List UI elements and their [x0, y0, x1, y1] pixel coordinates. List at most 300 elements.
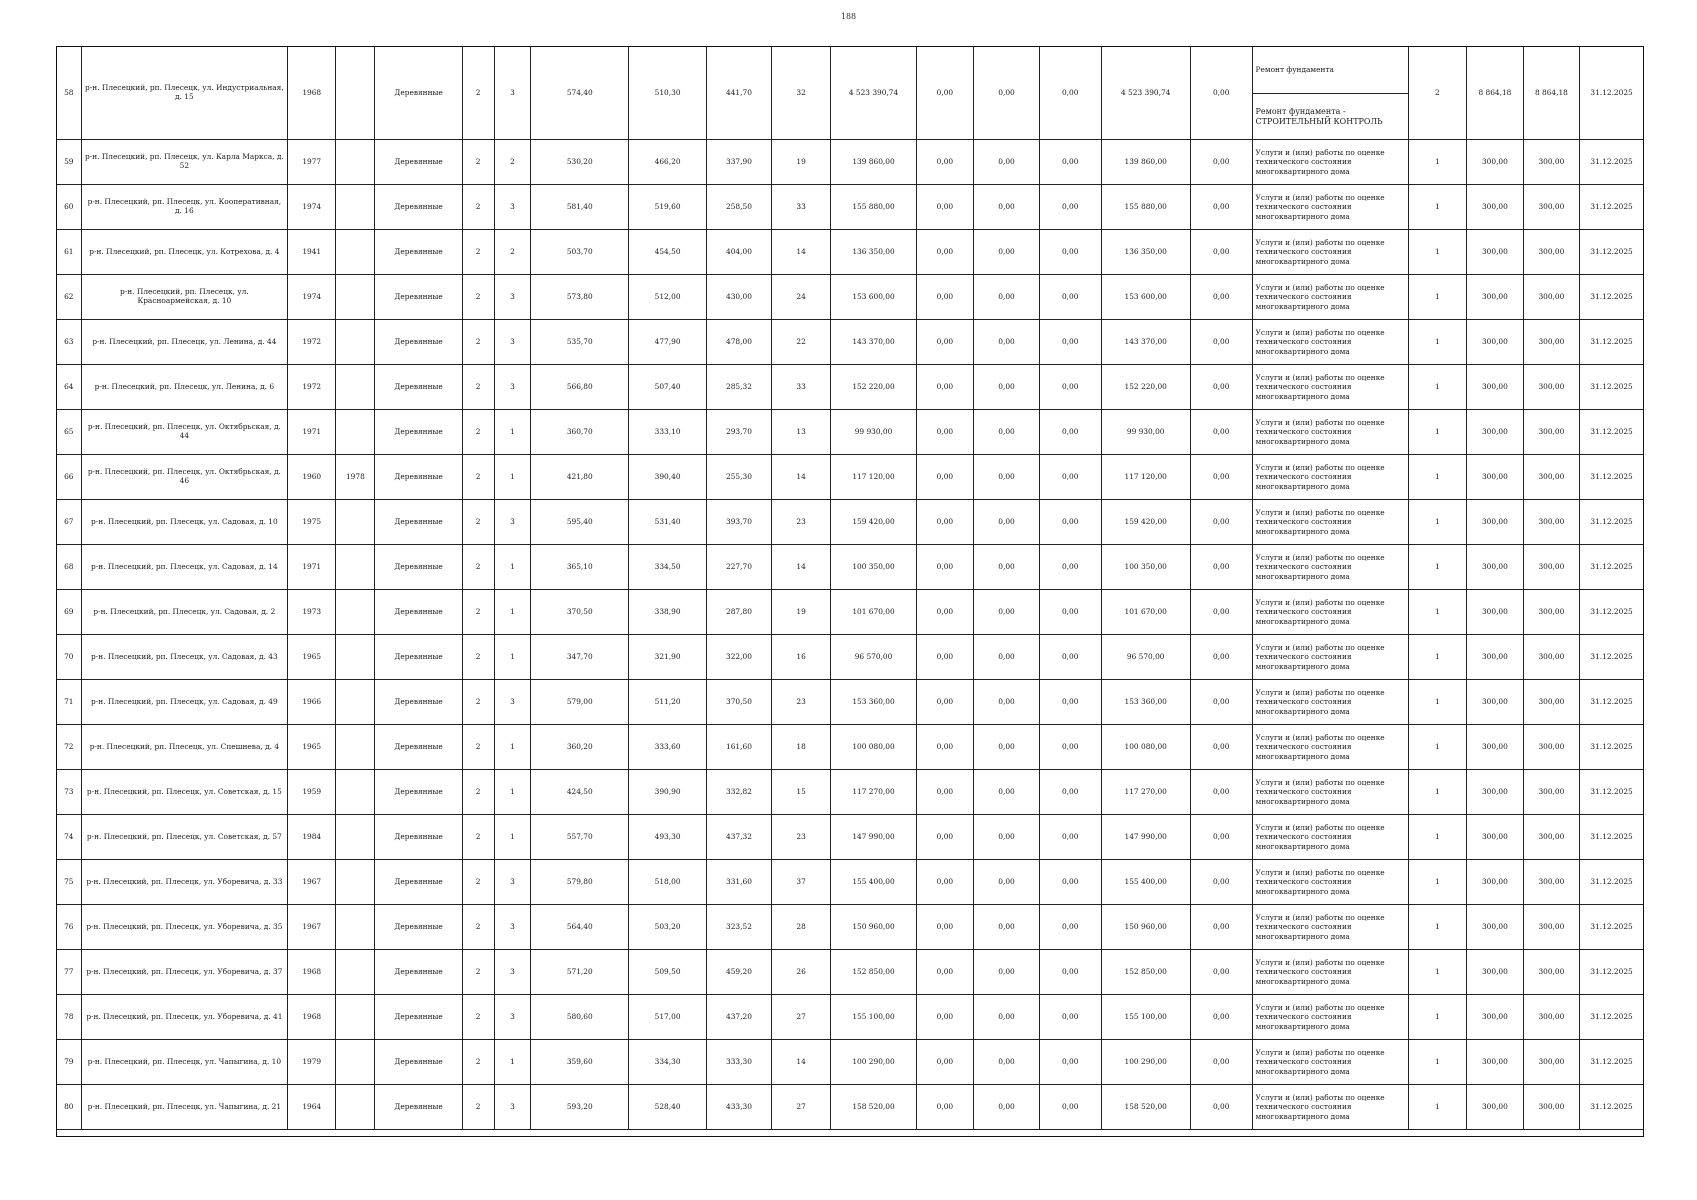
cell-fund-owners: 159 420,00 [1101, 500, 1190, 545]
cell-year-recon [336, 365, 375, 410]
cell-unit-cost: 8 864,18 [1467, 47, 1523, 140]
cell-fund-federal: 0,00 [916, 770, 974, 815]
cell-no: 59 [57, 140, 82, 185]
cell-work-type: Услуги и (или) работы по оценке технического состояния многоквартирного дома [1252, 455, 1408, 500]
cell-cost-total: 136 350,00 [831, 230, 916, 275]
cell-fund-federal: 0,00 [916, 950, 974, 995]
cell-units: 1 [1408, 230, 1467, 275]
cell-area-resid: 441,70 [707, 47, 772, 140]
cell-area-resid: 258,50 [707, 185, 772, 230]
cell-area-living: 512,00 [629, 275, 707, 320]
cell-fund-regional: 0,00 [974, 770, 1040, 815]
cell-fund-federal: 0,00 [916, 1040, 974, 1085]
cell-residents: 23 [771, 815, 831, 860]
cell-units: 1 [1408, 905, 1467, 950]
cell-walls: Деревянные [375, 47, 462, 140]
cell-area-living: 528,40 [629, 1085, 707, 1130]
cell-work-type: Услуги и (или) работы по оценке технического состояния многоквартирного дома [1252, 320, 1408, 365]
cell-unit-cost: 300,00 [1467, 230, 1523, 275]
cell-address: р-н. Плесецкий, рп. Плесецк, ул. Садовая, д. 49 [81, 680, 287, 725]
cell-fund-owners: 100 080,00 [1101, 725, 1190, 770]
cell-walls: Деревянные [375, 1040, 462, 1085]
table-row [57, 1085, 1644, 1130]
cell-area-resid: 293,70 [707, 410, 772, 455]
cell-address: р-н. Плесецкий, рп. Плесецк, ул. Садовая, д. 43 [81, 635, 287, 680]
cell-residents: 26 [771, 950, 831, 995]
cell-entrances: 3 [494, 680, 531, 725]
cell-max-cost: 300,00 [1523, 545, 1579, 590]
cell-cost-total: 100 290,00 [831, 1040, 916, 1085]
cell-area-total: 360,20 [531, 725, 629, 770]
cell-area-living: 390,40 [629, 455, 707, 500]
cell-area-living: 518,00 [629, 860, 707, 905]
cell-fund-owners: 153 360,00 [1101, 680, 1190, 725]
cell-fund-local: 0,00 [1039, 230, 1101, 275]
cell-fund-owners: 99 930,00 [1101, 410, 1190, 455]
cell-fund-local: 0,00 [1039, 905, 1101, 950]
cell-residents: 23 [771, 500, 831, 545]
cell-year-recon: 1978 [336, 455, 375, 500]
cell-address: р-н. Плесецкий, рп. Плесецк, ул. Спешнева, д. 4 [81, 725, 287, 770]
cell-cost-total: 152 850,00 [831, 950, 916, 995]
cell-residents: 28 [771, 905, 831, 950]
cell-units: 1 [1408, 275, 1467, 320]
cell-area-total: 581,40 [531, 185, 629, 230]
cell-area-living: 454,50 [629, 230, 707, 275]
cell-year-built: 1977 [288, 140, 336, 185]
table-row [57, 725, 1644, 770]
cell-area-total: 359,60 [531, 1040, 629, 1085]
cell-deadline: 31.12.2025 [1580, 770, 1644, 815]
cell-floors: 2 [462, 410, 494, 455]
cell-cost-total: 150 960,00 [831, 905, 916, 950]
cell-area-resid: 323,52 [707, 905, 772, 950]
table-row [57, 770, 1644, 815]
cell-area-resid: 331,60 [707, 860, 772, 905]
cell-fund-regional: 0,00 [974, 365, 1040, 410]
cell-area-resid: 437,20 [707, 995, 772, 1040]
cell-fund-regional: 0,00 [974, 185, 1040, 230]
cell-floors: 2 [462, 1085, 494, 1130]
cell-year-built: 1973 [288, 590, 336, 635]
cell-residents: 18 [771, 725, 831, 770]
cell-work-type: Услуги и (или) работы по оценке технического состояния многоквартирного дома [1252, 140, 1408, 185]
cell-deadline: 31.12.2025 [1580, 410, 1644, 455]
cell-units: 1 [1408, 680, 1467, 725]
cell-residents: 19 [771, 590, 831, 635]
cell-area-living: 503,20 [629, 905, 707, 950]
cell-work-type: Услуги и (или) работы по оценке технического состояния многоквартирного дома [1252, 950, 1408, 995]
cell-year-recon [336, 275, 375, 320]
cell-entrances: 3 [494, 860, 531, 905]
cell-area-living: 519,60 [629, 185, 707, 230]
cell-entrances: 1 [494, 815, 531, 860]
cell-year-built: 1967 [288, 905, 336, 950]
cell-entrances: 3 [494, 500, 531, 545]
cell-cost-total: 152 220,00 [831, 365, 916, 410]
cell-units: 1 [1408, 590, 1467, 635]
cell-unit-cost: 300,00 [1467, 455, 1523, 500]
cell-fund-federal: 0,00 [916, 320, 974, 365]
cell-no: 60 [57, 185, 82, 230]
cell-area-resid: 393,70 [707, 500, 772, 545]
cell-fund-other: 0,00 [1190, 725, 1252, 770]
cell-residents: 16 [771, 635, 831, 680]
cell-fund-owners: 96 570,00 [1101, 635, 1190, 680]
cell-fund-regional: 0,00 [974, 230, 1040, 275]
cell-unit-cost: 300,00 [1467, 365, 1523, 410]
cell-fund-regional: 0,00 [974, 1040, 1040, 1085]
table-row [57, 500, 1644, 545]
cell-floors: 2 [462, 320, 494, 365]
cell-deadline: 31.12.2025 [1580, 590, 1644, 635]
cell-fund-local: 0,00 [1039, 815, 1101, 860]
cell-address: р-н. Плесецкий, рп. Плесецк, ул. Чапыгина, д. 21 [81, 1085, 287, 1130]
cell-area-living: 333,10 [629, 410, 707, 455]
cell-no: 69 [57, 590, 82, 635]
cell-no: 66 [57, 455, 82, 500]
cell-max-cost: 300,00 [1523, 410, 1579, 455]
cell-units: 1 [1408, 410, 1467, 455]
cell-unit-cost: 300,00 [1467, 860, 1523, 905]
cell-entrances: 3 [494, 365, 531, 410]
cell-deadline: 31.12.2025 [1580, 185, 1644, 230]
cell-area-total: 574,40 [531, 47, 629, 140]
cell-residents: 13 [771, 410, 831, 455]
cell-address: р-н. Плесецкий, рп. Плесецк, ул. Ленина, д. 6 [81, 365, 287, 410]
cell-area-total: 566,80 [531, 365, 629, 410]
cell-year-built: 1971 [288, 545, 336, 590]
cell-work-type: Услуги и (или) работы по оценке технического состояния многоквартирного дома [1252, 1085, 1408, 1130]
cell-units: 1 [1408, 1085, 1467, 1130]
cell-units: 1 [1408, 1040, 1467, 1085]
cell-fund-local: 0,00 [1039, 1040, 1101, 1085]
cell-units: 1 [1408, 500, 1467, 545]
cell-walls: Деревянные [375, 410, 462, 455]
cell-address: р-н. Плесецкий, рп. Плесецк, ул. Кооперативная, д. 16 [81, 185, 287, 230]
cell-fund-local: 0,00 [1039, 47, 1101, 140]
cell-fund-other: 0,00 [1190, 500, 1252, 545]
cell-fund-federal: 0,00 [916, 725, 974, 770]
cell-area-living: 493,30 [629, 815, 707, 860]
cell-fund-local: 0,00 [1039, 275, 1101, 320]
cell-fund-other: 0,00 [1190, 950, 1252, 995]
cell-fund-other: 0,00 [1190, 590, 1252, 635]
cell-fund-other: 0,00 [1190, 47, 1252, 140]
cell-deadline: 31.12.2025 [1580, 1085, 1644, 1130]
cell-fund-federal: 0,00 [916, 140, 974, 185]
table-row [57, 47, 1644, 94]
cell-work-type: Услуги и (или) работы по оценке технического состояния многоквартирного дома [1252, 500, 1408, 545]
cell-no: 62 [57, 275, 82, 320]
cell-year-recon [336, 140, 375, 185]
cell-work-type: Услуги и (или) работы по оценке технического состояния многоквартирного дома [1252, 905, 1408, 950]
cell-entrances: 3 [494, 1085, 531, 1130]
cell-fund-local: 0,00 [1039, 860, 1101, 905]
cell-fund-other: 0,00 [1190, 410, 1252, 455]
cell-area-total: 360,70 [531, 410, 629, 455]
cell-walls: Деревянные [375, 140, 462, 185]
cell-floors: 2 [462, 995, 494, 1040]
cell-area-living: 333,60 [629, 725, 707, 770]
cell-floors: 2 [462, 185, 494, 230]
cell-fund-federal: 0,00 [916, 905, 974, 950]
cell-no: 74 [57, 815, 82, 860]
cell-units: 2 [1408, 47, 1467, 140]
cell-entrances: 3 [494, 905, 531, 950]
cell-deadline: 31.12.2025 [1580, 47, 1644, 140]
cell-year-recon [336, 950, 375, 995]
cell-year-built: 1964 [288, 1085, 336, 1130]
cell-walls: Деревянные [375, 590, 462, 635]
cell-fund-local: 0,00 [1039, 635, 1101, 680]
cell-cost-total: 100 080,00 [831, 725, 916, 770]
cell-fund-federal: 0,00 [916, 590, 974, 635]
table-row [57, 1040, 1644, 1085]
cell-area-total: 564,40 [531, 905, 629, 950]
cell-deadline: 31.12.2025 [1580, 905, 1644, 950]
cell-area-living: 510,30 [629, 47, 707, 140]
cell-area-resid: 287,80 [707, 590, 772, 635]
cell-work-type: Услуги и (или) работы по оценке технического состояния многоквартирного дома [1252, 545, 1408, 590]
cell-address: р-н. Плесецкий, рп. Плесецк, ул. Уборевича, д. 35 [81, 905, 287, 950]
cell-cost-total: 117 120,00 [831, 455, 916, 500]
cell-unit-cost: 300,00 [1467, 725, 1523, 770]
cell-year-recon [336, 815, 375, 860]
cell-no: 77 [57, 950, 82, 995]
cell-max-cost: 300,00 [1523, 680, 1579, 725]
cell-work-type: Услуги и (или) работы по оценке технического состояния многоквартирного дома [1252, 410, 1408, 455]
cell-units: 1 [1408, 995, 1467, 1040]
cell-fund-federal: 0,00 [916, 230, 974, 275]
cell-cost-total: 155 100,00 [831, 995, 916, 1040]
cell-area-total: 579,80 [531, 860, 629, 905]
cell-year-built: 1975 [288, 500, 336, 545]
cell-walls: Деревянные [375, 275, 462, 320]
cell-floors: 2 [462, 680, 494, 725]
cell-no: 71 [57, 680, 82, 725]
cell-max-cost: 300,00 [1523, 770, 1579, 815]
cell-entrances: 3 [494, 950, 531, 995]
cell-no: 73 [57, 770, 82, 815]
cell-entrances: 1 [494, 545, 531, 590]
cell-fund-regional: 0,00 [974, 860, 1040, 905]
cell-area-living: 338,90 [629, 590, 707, 635]
cell-units: 1 [1408, 365, 1467, 410]
cell-work-type-control: Ремонт фундамента - СТРОИТЕЛЬНЫЙ КОНТРОЛЬ [1252, 94, 1408, 140]
cell-year-recon [336, 185, 375, 230]
cell-year-recon [336, 995, 375, 1040]
cell-residents: 24 [771, 275, 831, 320]
cell-address: р-н. Плесецкий, рп. Плесецк, ул. Советская, д. 57 [81, 815, 287, 860]
cell-deadline: 31.12.2025 [1580, 500, 1644, 545]
cell-deadline: 31.12.2025 [1580, 455, 1644, 500]
cell-year-recon [336, 635, 375, 680]
cell-fund-local: 0,00 [1039, 410, 1101, 455]
cell-fund-regional: 0,00 [974, 905, 1040, 950]
cell-unit-cost: 300,00 [1467, 815, 1523, 860]
cell-fund-owners: 143 370,00 [1101, 320, 1190, 365]
cell-walls: Деревянные [375, 545, 462, 590]
cell-fund-federal: 0,00 [916, 47, 974, 140]
cell-fund-local: 0,00 [1039, 545, 1101, 590]
cell-area-total: 593,20 [531, 1085, 629, 1130]
cell-floors: 2 [462, 545, 494, 590]
cell-deadline: 31.12.2025 [1580, 275, 1644, 320]
cell-area-total: 595,40 [531, 500, 629, 545]
cell-residents: 32 [771, 47, 831, 140]
cell-fund-other: 0,00 [1190, 320, 1252, 365]
cell-area-total: 535,70 [531, 320, 629, 365]
cell-max-cost: 300,00 [1523, 905, 1579, 950]
cell-units: 1 [1408, 950, 1467, 995]
cell-work-type: Услуги и (или) работы по оценке технического состояния многоквартирного дома [1252, 185, 1408, 230]
cell-work-type: Услуги и (или) работы по оценке технического состояния многоквартирного дома [1252, 860, 1408, 905]
cell-cost-total: 147 990,00 [831, 815, 916, 860]
cell-fund-regional: 0,00 [974, 500, 1040, 545]
cell-area-resid: 478,00 [707, 320, 772, 365]
cell-floors: 2 [462, 47, 494, 140]
cell-unit-cost: 300,00 [1467, 995, 1523, 1040]
cell-work-type: Услуги и (или) работы по оценке технического состояния многоквартирного дома [1252, 365, 1408, 410]
cell-floors: 2 [462, 725, 494, 770]
cell-area-living: 509,50 [629, 950, 707, 995]
cell-area-total: 530,20 [531, 140, 629, 185]
cell-year-recon [336, 770, 375, 815]
cell-max-cost: 300,00 [1523, 725, 1579, 770]
cell-walls: Деревянные [375, 320, 462, 365]
cell-fund-other: 0,00 [1190, 545, 1252, 590]
cell-area-living: 531,40 [629, 500, 707, 545]
cell-deadline: 31.12.2025 [1580, 725, 1644, 770]
cell-area-resid: 161,60 [707, 725, 772, 770]
table-row [57, 185, 1644, 230]
cell-area-resid: 337,90 [707, 140, 772, 185]
cell-fund-regional: 0,00 [974, 140, 1040, 185]
cell-work-type: Ремонт фундамента [1252, 47, 1408, 94]
cell-fund-regional: 0,00 [974, 725, 1040, 770]
table-row [57, 230, 1644, 275]
cell-fund-federal: 0,00 [916, 1085, 974, 1130]
cell-unit-cost: 300,00 [1467, 590, 1523, 635]
cell-fund-other: 0,00 [1190, 230, 1252, 275]
cell-fund-federal: 0,00 [916, 860, 974, 905]
cell-area-resid: 404,00 [707, 230, 772, 275]
cell-cost-total: 100 350,00 [831, 545, 916, 590]
cell-walls: Деревянные [375, 860, 462, 905]
cell-fund-owners: 136 350,00 [1101, 230, 1190, 275]
cell-work-type: Услуги и (или) работы по оценке технического состояния многоквартирного дома [1252, 1040, 1408, 1085]
cell-area-resid: 459,20 [707, 950, 772, 995]
table-row [57, 545, 1644, 590]
cell-fund-owners: 100 350,00 [1101, 545, 1190, 590]
cell-deadline: 31.12.2025 [1580, 230, 1644, 275]
cell-no: 67 [57, 500, 82, 545]
cell-year-recon [336, 230, 375, 275]
cell-unit-cost: 300,00 [1467, 140, 1523, 185]
cell-cost-total: 153 360,00 [831, 680, 916, 725]
cell-year-built: 1974 [288, 185, 336, 230]
cell-units: 1 [1408, 770, 1467, 815]
cell-entrances: 1 [494, 770, 531, 815]
cell-work-type: Услуги и (или) работы по оценке технического состояния многоквартирного дома [1252, 680, 1408, 725]
cell-unit-cost: 300,00 [1467, 1040, 1523, 1085]
cell-entrances: 3 [494, 47, 531, 140]
cell-residents: 14 [771, 1040, 831, 1085]
cell-fund-federal: 0,00 [916, 455, 974, 500]
cell-floors: 2 [462, 590, 494, 635]
cell-address: р-н. Плесецкий, рп. Плесецк, ул. Октябрьская, д. 46 [81, 455, 287, 500]
cell-year-recon [336, 47, 375, 140]
cell-year-recon [336, 1085, 375, 1130]
cell-address: р-н. Плесецкий, рп. Плесецк, ул. Советская, д. 15 [81, 770, 287, 815]
cell-max-cost: 300,00 [1523, 635, 1579, 680]
table-row [57, 410, 1644, 455]
cell-fund-owners: 117 270,00 [1101, 770, 1190, 815]
cell-address: р-н. Плесецкий, рп. Плесецк, ул. Котрехова, д. 4 [81, 230, 287, 275]
cell-fund-regional: 0,00 [974, 1085, 1040, 1130]
table-row [57, 140, 1644, 185]
cell-fund-other: 0,00 [1190, 995, 1252, 1040]
cell-cost-total: 4 523 390,74 [831, 47, 916, 140]
cell-year-built: 1971 [288, 410, 336, 455]
cell-residents: 23 [771, 680, 831, 725]
cell-cost-total: 99 930,00 [831, 410, 916, 455]
cell-fund-other: 0,00 [1190, 1040, 1252, 1085]
cell-fund-owners: 117 120,00 [1101, 455, 1190, 500]
cell-fund-other: 0,00 [1190, 680, 1252, 725]
cell-year-recon [336, 590, 375, 635]
cell-no: 68 [57, 545, 82, 590]
cell-cost-total: 117 270,00 [831, 770, 916, 815]
cell-fund-other: 0,00 [1190, 1085, 1252, 1130]
cell-deadline: 31.12.2025 [1580, 140, 1644, 185]
cell-max-cost: 300,00 [1523, 860, 1579, 905]
cell-max-cost: 300,00 [1523, 140, 1579, 185]
cell-area-total: 365,10 [531, 545, 629, 590]
cell-fund-local: 0,00 [1039, 320, 1101, 365]
cell-year-recon [336, 320, 375, 365]
cell-residents: 15 [771, 770, 831, 815]
cell-no: 72 [57, 725, 82, 770]
cell-entrances: 3 [494, 320, 531, 365]
cell-year-built: 1984 [288, 815, 336, 860]
table-row [57, 455, 1644, 500]
cell-fund-local: 0,00 [1039, 1085, 1101, 1130]
cell-walls: Деревянные [375, 770, 462, 815]
cell-area-total: 573,80 [531, 275, 629, 320]
cell-area-living: 334,30 [629, 1040, 707, 1085]
cell-fund-owners: 152 220,00 [1101, 365, 1190, 410]
cell-year-built: 1968 [288, 47, 336, 140]
cell-area-total: 424,50 [531, 770, 629, 815]
cell-fund-other: 0,00 [1190, 815, 1252, 860]
cell-entrances: 1 [494, 1040, 531, 1085]
cell-year-built: 1966 [288, 680, 336, 725]
cell-work-type: Услуги и (или) работы по оценке технического состояния многоквартирного дома [1252, 725, 1408, 770]
cell-fund-federal: 0,00 [916, 500, 974, 545]
cell-fund-local: 0,00 [1039, 365, 1101, 410]
cell-work-type: Услуги и (или) работы по оценке технического состояния многоквартирного дома [1252, 230, 1408, 275]
table-row [57, 680, 1644, 725]
cell-max-cost: 300,00 [1523, 185, 1579, 230]
cell-units: 1 [1408, 860, 1467, 905]
cell-year-built: 1965 [288, 725, 336, 770]
cell-fund-regional: 0,00 [974, 815, 1040, 860]
cell-fund-other: 0,00 [1190, 185, 1252, 230]
cell-deadline: 31.12.2025 [1580, 995, 1644, 1040]
cell-fund-owners: 150 960,00 [1101, 905, 1190, 950]
